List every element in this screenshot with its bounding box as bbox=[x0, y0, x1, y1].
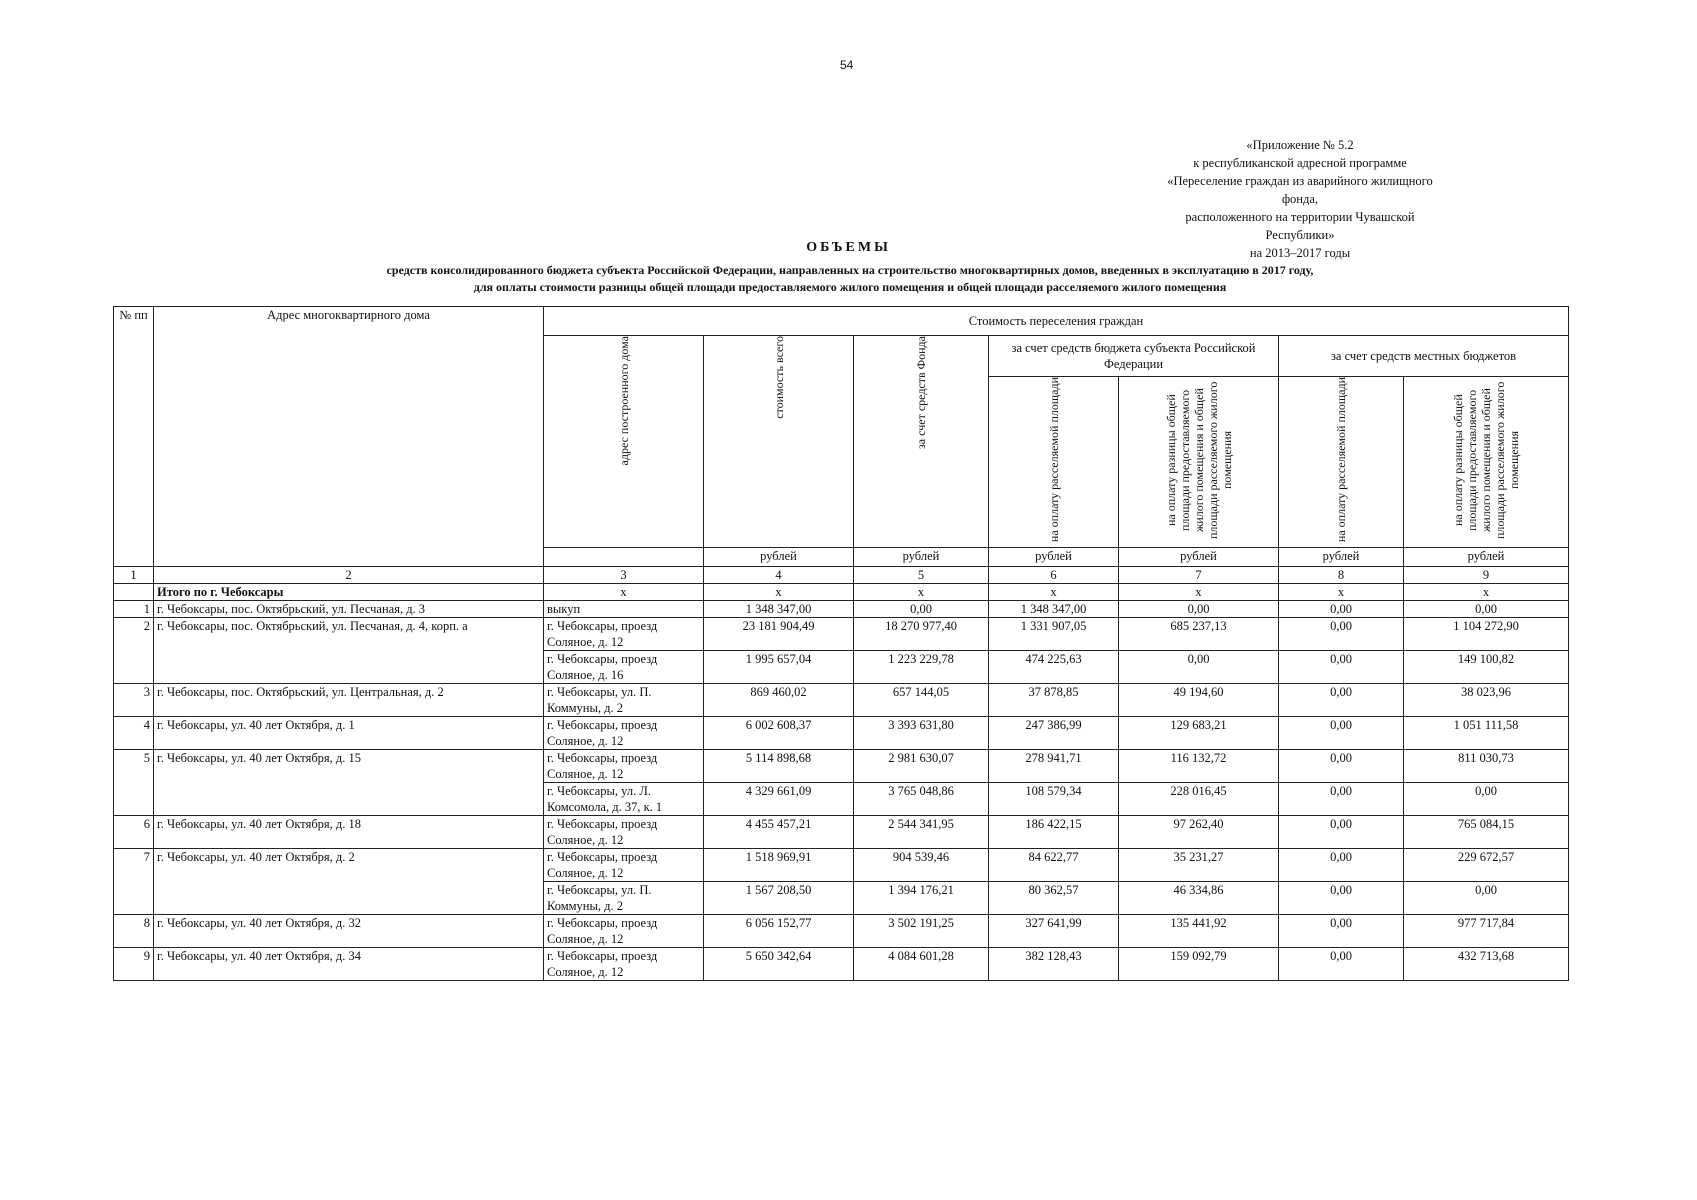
built-address: г. Чебоксары, проезд Соляное, д. 12 bbox=[544, 816, 704, 849]
row-number: 1 bbox=[114, 601, 154, 618]
cost-fund: 904 539,46 bbox=[854, 849, 989, 882]
cost-fund: 2 981 630,07 bbox=[854, 750, 989, 783]
subject-resettled: 1 331 907,05 bbox=[989, 618, 1119, 651]
local-difference: 765 084,15 bbox=[1404, 816, 1569, 849]
cost-total: 6 002 608,37 bbox=[704, 717, 854, 750]
subject-difference: 0,00 bbox=[1119, 601, 1279, 618]
column-number: 6 bbox=[989, 567, 1119, 584]
unit-label: рублей bbox=[1119, 548, 1279, 567]
column-number: 2 bbox=[154, 567, 544, 584]
table-row bbox=[114, 948, 1569, 981]
header-local-group: за счет средств местных бюджетов bbox=[1279, 336, 1569, 377]
subject-resettled: 474 225,63 bbox=[989, 651, 1119, 684]
unit-label: рублей bbox=[854, 548, 989, 567]
cost-total: 4 455 457,21 bbox=[704, 816, 854, 849]
row-number: 3 bbox=[114, 684, 154, 717]
row-number: 5 bbox=[114, 750, 154, 816]
subtitle-line: для оплаты стоимости разницы общей площади предоставляемого жилого помещения и общей площади расселяемого жилого помещения bbox=[473, 280, 1227, 294]
document-title: ОБЪЕМЫ bbox=[806, 240, 891, 255]
subject-resettled: 1 348 347,00 bbox=[989, 601, 1119, 618]
cost-fund: 18 270 977,40 bbox=[854, 618, 989, 651]
cost-fund: 3 765 048,86 bbox=[854, 783, 989, 816]
cost-total: 1 518 969,91 bbox=[704, 849, 854, 882]
subject-resettled: 108 579,34 bbox=[989, 783, 1119, 816]
subject-resettled: 37 878,85 bbox=[989, 684, 1119, 717]
header-fund: за счет средств Фонда bbox=[914, 336, 928, 449]
document-subtitle bbox=[260, 262, 1440, 296]
total-mark: х bbox=[704, 584, 854, 601]
subject-resettled: 327 641,99 bbox=[989, 915, 1119, 948]
header-subject-group: за счет средств бюджета субъекта Российской Федерации bbox=[989, 336, 1279, 377]
cost-fund: 4 084 601,28 bbox=[854, 948, 989, 981]
local-resettled: 0,00 bbox=[1279, 651, 1404, 684]
subject-difference: 46 334,86 bbox=[1119, 882, 1279, 915]
cost-fund: 1 223 229,78 bbox=[854, 651, 989, 684]
row-address: г. Чебоксары, ул. 40 лет Октября, д. 1 bbox=[154, 717, 544, 750]
total-mark: х bbox=[854, 584, 989, 601]
row-address: г. Чебоксары, пос. Октябрьский, ул. Центральная, д. 2 bbox=[154, 684, 544, 717]
unit-label: рублей bbox=[1279, 548, 1404, 567]
total-row bbox=[114, 584, 1569, 601]
resettlement-cost-table bbox=[113, 306, 1569, 981]
cost-fund: 657 144,05 bbox=[854, 684, 989, 717]
appendix-line: «Переселение граждан из аварийного жилищного фонда, bbox=[1167, 174, 1433, 206]
header-cost-total: стоимость всего bbox=[771, 336, 786, 419]
appendix-line: «Приложение № 5.2 bbox=[1246, 138, 1354, 152]
local-resettled: 0,00 bbox=[1279, 684, 1404, 717]
cost-total: 23 181 904,49 bbox=[704, 618, 854, 651]
cost-total: 1 995 657,04 bbox=[704, 651, 854, 684]
header-local-diff-cell bbox=[1404, 377, 1569, 548]
table-row bbox=[114, 849, 1569, 882]
subject-difference: 0,00 bbox=[1119, 651, 1279, 684]
subject-resettled: 186 422,15 bbox=[989, 816, 1119, 849]
subject-difference: 49 194,60 bbox=[1119, 684, 1279, 717]
subject-difference: 35 231,27 bbox=[1119, 849, 1279, 882]
column-number: 1 bbox=[114, 567, 154, 584]
local-difference: 38 023,96 bbox=[1404, 684, 1569, 717]
table-row bbox=[114, 601, 1569, 618]
local-resettled: 0,00 bbox=[1279, 750, 1404, 783]
column-number: 5 bbox=[854, 567, 989, 584]
subject-resettled: 80 362,57 bbox=[989, 882, 1119, 915]
header-num: № пп bbox=[114, 307, 154, 567]
local-difference: 229 672,57 bbox=[1404, 849, 1569, 882]
row-address: г. Чебоксары, ул. 40 лет Октября, д. 15 bbox=[154, 750, 544, 816]
column-number: 4 bbox=[704, 567, 854, 584]
unit-empty bbox=[544, 548, 704, 567]
table-row bbox=[114, 618, 1569, 651]
built-address: г. Чебоксары, ул. Л. Комсомола, д. 37, к. 1 bbox=[544, 783, 704, 816]
cost-total: 5 114 898,68 bbox=[704, 750, 854, 783]
unit-label: рублей bbox=[989, 548, 1119, 567]
header-local-resettled-cell bbox=[1279, 377, 1404, 548]
table-row bbox=[114, 684, 1569, 717]
row-number: 4 bbox=[114, 717, 154, 750]
local-resettled: 0,00 bbox=[1279, 849, 1404, 882]
cost-fund: 1 394 176,21 bbox=[854, 882, 989, 915]
subject-resettled: 382 128,43 bbox=[989, 948, 1119, 981]
subject-difference: 135 441,92 bbox=[1119, 915, 1279, 948]
table-row bbox=[114, 915, 1569, 948]
row-number: 7 bbox=[114, 849, 154, 915]
local-difference: 977 717,84 bbox=[1404, 915, 1569, 948]
unit-label: рублей bbox=[704, 548, 854, 567]
local-difference: 0,00 bbox=[1404, 882, 1569, 915]
cost-fund: 3 502 191,25 bbox=[854, 915, 989, 948]
total-mark: х bbox=[544, 584, 704, 601]
row-address: г. Чебоксары, ул. 40 лет Октября, д. 2 bbox=[154, 849, 544, 915]
header-address: Адрес многоквартирного дома bbox=[154, 307, 544, 567]
table-body bbox=[114, 584, 1569, 981]
subject-resettled: 84 622,77 bbox=[989, 849, 1119, 882]
page-number: 54 bbox=[840, 58, 854, 72]
header-cost-total-cell bbox=[704, 336, 854, 548]
subject-difference: 116 132,72 bbox=[1119, 750, 1279, 783]
column-number: 9 bbox=[1404, 567, 1569, 584]
built-address: г. Чебоксары, проезд Соляное, д. 12 bbox=[544, 717, 704, 750]
local-resettled: 0,00 bbox=[1279, 783, 1404, 816]
cost-fund: 2 544 341,95 bbox=[854, 816, 989, 849]
built-address: г. Чебоксары, проезд Соляное, д. 16 bbox=[544, 651, 704, 684]
table-row bbox=[114, 750, 1569, 783]
total-label: Итого по г. Чебоксары bbox=[154, 584, 544, 601]
built-address: г. Чебоксары, проезд Соляное, д. 12 bbox=[544, 750, 704, 783]
header-subj-diff-cell bbox=[1119, 377, 1279, 548]
table-row bbox=[114, 717, 1569, 750]
total-mark: х bbox=[1119, 584, 1279, 601]
row-address: г. Чебоксары, ул. 40 лет Октября, д. 34 bbox=[154, 948, 544, 981]
column-number: 3 bbox=[544, 567, 704, 584]
cost-fund: 3 393 631,80 bbox=[854, 717, 989, 750]
header-subj-resettled-cell bbox=[989, 377, 1119, 548]
unit-label: рублей bbox=[1404, 548, 1569, 567]
row-number: 9 bbox=[114, 948, 154, 981]
column-number: 7 bbox=[1119, 567, 1279, 584]
local-resettled: 0,00 bbox=[1279, 618, 1404, 651]
column-number: 8 bbox=[1279, 567, 1404, 584]
subtitle-line: средств консолидированного бюджета субъекта Российской Федерации, направленных на строительство многоквартирных домов, введенных в эксплуатацию в 2017 году, bbox=[386, 263, 1314, 277]
cost-total: 869 460,02 bbox=[704, 684, 854, 717]
local-resettled: 0,00 bbox=[1279, 948, 1404, 981]
local-resettled: 0,00 bbox=[1279, 882, 1404, 915]
row-address: г. Чебоксары, пос. Октябрьский, ул. Песчаная, д. 4, корп. а bbox=[154, 618, 544, 684]
cost-total: 4 329 661,09 bbox=[704, 783, 854, 816]
appendix-line: к республиканской адресной программе bbox=[1193, 156, 1407, 170]
row-number: 8 bbox=[114, 915, 154, 948]
header-built-address-cell bbox=[544, 336, 704, 548]
local-resettled: 0,00 bbox=[1279, 816, 1404, 849]
table-row bbox=[114, 816, 1569, 849]
subject-resettled: 247 386,99 bbox=[989, 717, 1119, 750]
built-address: г. Чебоксары, проезд Соляное, д. 12 bbox=[544, 618, 704, 651]
cost-total: 6 056 152,77 bbox=[704, 915, 854, 948]
subject-resettled: 278 941,71 bbox=[989, 750, 1119, 783]
subject-difference: 129 683,21 bbox=[1119, 717, 1279, 750]
row-address: г. Чебоксары, ул. 40 лет Октября, д. 18 bbox=[154, 816, 544, 849]
local-difference: 432 713,68 bbox=[1404, 948, 1569, 981]
built-address: г. Чебоксары, проезд Соляное, д. 12 bbox=[544, 948, 704, 981]
row-number: 2 bbox=[114, 618, 154, 684]
local-difference: 1 104 272,90 bbox=[1404, 618, 1569, 651]
subject-difference: 228 016,45 bbox=[1119, 783, 1279, 816]
built-address: выкуп bbox=[544, 601, 704, 618]
header-fund-cell bbox=[854, 336, 989, 548]
subject-difference: 97 262,40 bbox=[1119, 816, 1279, 849]
row-number: 6 bbox=[114, 816, 154, 849]
cost-fund: 0,00 bbox=[854, 601, 989, 618]
total-mark: х bbox=[1279, 584, 1404, 601]
header-subj-resettled: на оплату расселяемой площади bbox=[1046, 377, 1061, 543]
local-difference: 149 100,82 bbox=[1404, 651, 1569, 684]
cost-total: 5 650 342,64 bbox=[704, 948, 854, 981]
appendix-line: расположенного на территории Чувашской Республики» bbox=[1185, 210, 1415, 242]
cost-total: 1 567 208,50 bbox=[704, 882, 854, 915]
cost-total: 1 348 347,00 bbox=[704, 601, 854, 618]
local-difference: 0,00 bbox=[1404, 783, 1569, 816]
appendix-line: на 2013–2017 годы bbox=[1249, 246, 1351, 260]
local-difference: 1 051 111,58 bbox=[1404, 717, 1569, 750]
header-built-address: адрес построенного дома bbox=[616, 336, 631, 466]
subject-difference: 159 092,79 bbox=[1119, 948, 1279, 981]
header-subj-diff: на оплату разницы общей площади предоставляемого жилого помещения и общей площади расселяемого жилого помещения bbox=[1163, 381, 1234, 539]
total-mark: х bbox=[1404, 584, 1569, 601]
built-address: г. Чебоксары, ул. П. Коммуны, д. 2 bbox=[544, 684, 704, 717]
header-local-diff: на оплату разницы общей площади предоставляемого жилого помещения и общей площади расселяемого жилого помещения bbox=[1451, 381, 1521, 539]
built-address: г. Чебоксары, ул. П. Коммуны, д. 2 bbox=[544, 882, 704, 915]
row-address: г. Чебоксары, пос. Октябрьский, ул. Песчаная, д. 3 bbox=[154, 601, 544, 618]
local-difference: 0,00 bbox=[1404, 601, 1569, 618]
subject-difference: 685 237,13 bbox=[1119, 618, 1279, 651]
local-difference: 811 030,73 bbox=[1404, 750, 1569, 783]
total-empty bbox=[114, 584, 154, 601]
local-resettled: 0,00 bbox=[1279, 915, 1404, 948]
header-local-resettled: на оплату расселяемой площади bbox=[1334, 377, 1348, 543]
local-resettled: 0,00 bbox=[1279, 601, 1404, 618]
total-mark: х bbox=[989, 584, 1119, 601]
header-cost-group: Стоимость переселения граждан bbox=[544, 307, 1569, 336]
local-resettled: 0,00 bbox=[1279, 717, 1404, 750]
built-address: г. Чебоксары, проезд Соляное, д. 12 bbox=[544, 849, 704, 882]
row-address: г. Чебоксары, ул. 40 лет Октября, д. 32 bbox=[154, 915, 544, 948]
built-address: г. Чебоксары, проезд Соляное, д. 12 bbox=[544, 915, 704, 948]
